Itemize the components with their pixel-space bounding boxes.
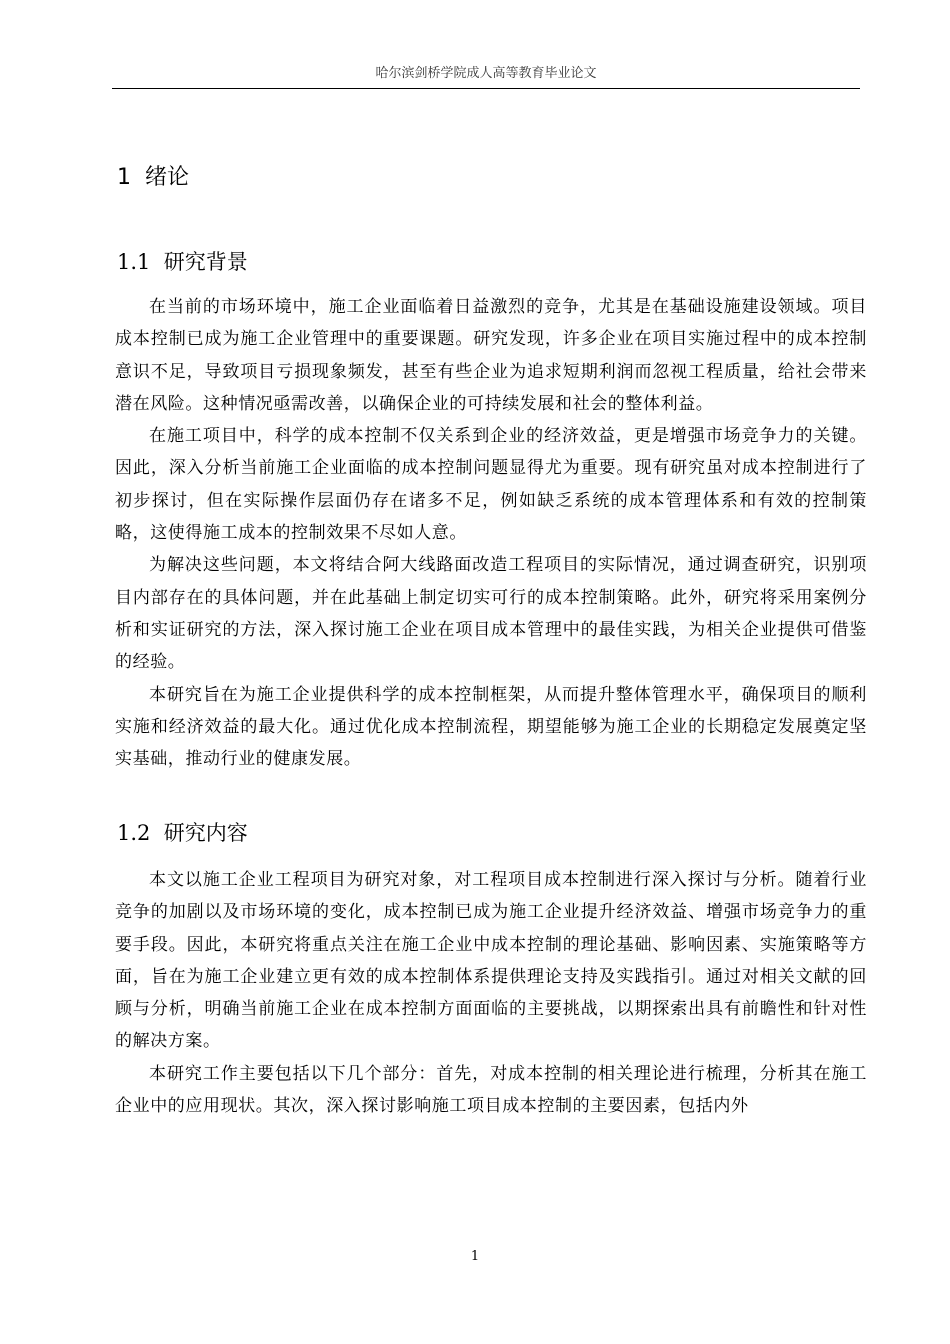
section-number: 1.2 [117,821,151,845]
section-heading-content [117,818,248,848]
section-body-content [115,864,867,1122]
page-header [112,66,860,89]
section-heading-background [117,247,248,277]
paragraph: 在施工项目中，科学的成本控制不仅关系到企业的经济效益，更是增强市场竞争力的关键。因此，深入分析当前施工企业面临的成本控制问题显得尤为重要。现有研究虽对成本控制进行了初步探讨，但在实际操作层面仍存在诸多不足，例如缺乏系统的成本管理体系和有效的控制策略，这使得施工成本的控制效果不尽如人意。 [115,426,867,544]
paragraph: 本研究工作主要包括以下几个部分：首先，对成本控制的相关理论进行梳理，分析其在施工企业中的应用现状。其次，深入探讨影响施工项目成本控制的主要因素，包括内外 [115,1063,867,1117]
section-title-text: 研究内容 [163,821,248,845]
page-number [0,1249,950,1265]
chapter-title-text: 绪论 [145,165,190,190]
page-number-text: 1 [470,1249,480,1264]
chapter-number: 1 [117,165,131,190]
paragraph: 本文以施工企业工程项目为研究对象，对工程项目成本控制进行深入探讨与分析。随着行业竞争的加剧以及市场环境的变化，成本控制已成为施工企业提升经济效益、增强市场竞争力的重要手段。因此，本研究将重点关注在施工企业中成本控制的理论基础、影响因素、实施策略等方面，旨在为施工企业建立更有效的成本控制体系提供理论支持及实践指引。通过对相关文献的回顾与分析，明确当前施工企业在成本控制方面面临的主要挑战，以期探索出具有前瞻性和针对性的解决方案。 [115,870,867,1052]
section-body-background [115,291,867,775]
paragraph: 为解决这些问题，本文将结合阿大线路面改造工程项目的实际情况，通过调查研究，识别项目内部存在的具体问题，并在此基础上制定切实可行的成本控制策略。此外，研究将采用案例分析和实证研究的方法，深入探讨施工企业在项目成本管理中的最佳实践，为相关企业提供可借鉴的经验。 [115,555,867,673]
chapter-title [117,163,189,193]
section-number: 1.1 [117,250,151,274]
paragraph: 本研究旨在为施工企业提供科学的成本控制框架，从而提升整体管理水平，确保项目的顺利实施和经济效益的最大化。通过优化成本控制流程，期望能够为施工企业的长期稳定发展奠定坚实基础，推动行业的健康发展。 [115,684,867,770]
section-title-text: 研究背景 [163,250,248,274]
paragraph: 在当前的市场环境中，施工企业面临着日益激烈的竞争，尤其是在基础设施建设领域。项目成本控制已成为施工企业管理中的重要课题。研究发现，许多企业在项目实施过程中的成本控制意识不足，导致项目亏损现象频发，甚至有些企业为追求短期利润而忽视工程质量，给社会带来潜在风险。这种情况亟需改善，以确保企业的可持续发展和社会的整体利益。 [115,297,867,414]
header-title: 哈尔滨剑桥学院成人高等教育毕业论文 [375,66,597,81]
